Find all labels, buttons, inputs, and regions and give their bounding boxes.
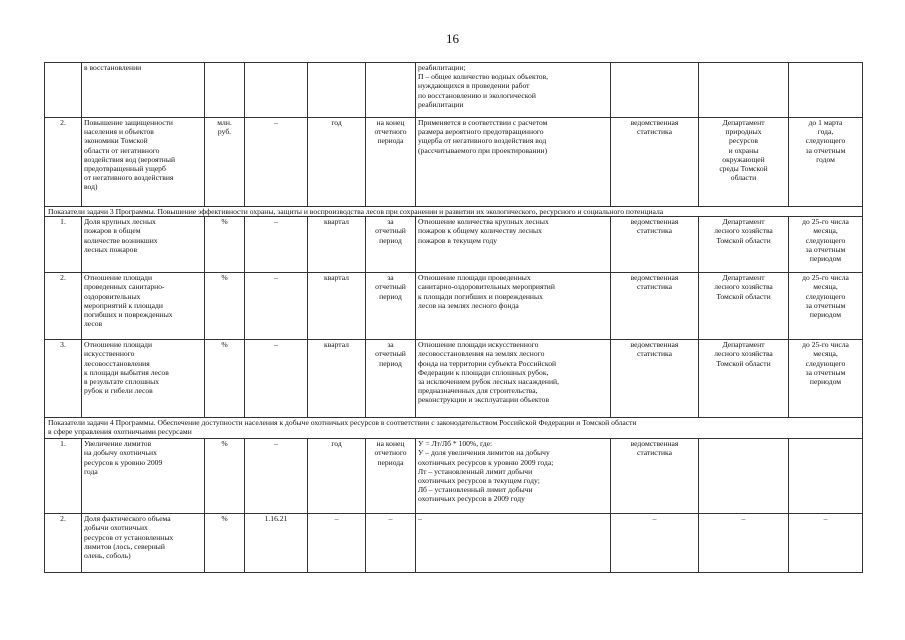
cell-indicator-name: в восстановлении	[82, 63, 205, 118]
cell-indicator-name: Повышение защищенности населения и объектов экономики Томской области от негативного воздействия вод (вероятный предотвращенный ущерб от негативного воздействия вод)	[82, 118, 205, 207]
indicators-table	[44, 62, 863, 573]
cell-responsible: Департамент лесного хозяйства Томской области	[699, 273, 789, 340]
cell-period: за отчетный период	[366, 340, 416, 418]
cell-frequency: год	[308, 439, 366, 514]
cell-source: –	[611, 514, 699, 573]
cell-code: 1.16.21	[245, 514, 308, 573]
cell-unit: млн. руб.	[205, 118, 245, 207]
cell-period: на конец отчетного периода	[366, 439, 416, 514]
cell-responsible: Департамент природных ресурсов и охраны окружающей среды Томской области	[699, 118, 789, 207]
cell-deadline: до 1 марта года, следующего за отчетным годом	[789, 118, 863, 207]
cell-method: –	[416, 514, 611, 573]
cell-row-number	[45, 63, 82, 118]
table-row	[45, 514, 863, 573]
cell-method: Отношение площади искусственного лесовосстановления на землях лесного фонда на территории субъекта Российской Федерации к площади сплошных рубок, за исключением рубок лесных насаждений, предназначенных для строительства, реконструкции и эксплуатации объектов	[416, 340, 611, 418]
cell-row-number: 2.	[45, 514, 82, 573]
section-header: Показатели задачи 3 Программы. Повышение эффективности охраны, защиты и воспроизводства лесов при сохранении и развитии их экологического, ресурсного и социального потенциала	[45, 207, 863, 217]
table-row	[45, 273, 863, 340]
cell-deadline: –	[789, 514, 863, 573]
cell-unit: %	[205, 217, 245, 273]
cell-frequency: год	[308, 118, 366, 207]
cell-row-number: 1.	[45, 217, 82, 273]
cell-source	[611, 63, 699, 118]
table-row	[45, 439, 863, 514]
cell-source: ведомственная статистика	[611, 217, 699, 273]
cell-responsible	[699, 439, 789, 514]
cell-source: ведомственная статистика	[611, 439, 699, 514]
table-row	[45, 217, 863, 273]
table-row	[45, 63, 863, 118]
cell-indicator-name: Доля фактического объема добычи охотничьих ресурсов от установленных лимитов (лось, северный олень, соболь)	[82, 514, 205, 573]
cell-frequency: квартал	[308, 273, 366, 340]
cell-responsible: –	[699, 514, 789, 573]
cell-period: за отчетный период	[366, 217, 416, 273]
cell-deadline: до 25-го числа месяца, следующего за отчетным периодом	[789, 340, 863, 418]
cell-unit: %	[205, 340, 245, 418]
cell-code: –	[245, 273, 308, 340]
cell-period: за отчетный период	[366, 273, 416, 340]
cell-indicator-name: Увеличение лимитов на добычу охотничьих ресурсов к уровню 2009 года	[82, 439, 205, 514]
cell-unit: %	[205, 514, 245, 573]
cell-frequency: квартал	[308, 217, 366, 273]
cell-responsible: Департамент лесного хозяйства Томской области	[699, 340, 789, 418]
cell-code	[245, 63, 308, 118]
cell-period	[366, 63, 416, 118]
section-header-row	[45, 418, 863, 439]
cell-row-number: 2.	[45, 273, 82, 340]
cell-code: –	[245, 340, 308, 418]
cell-code: –	[245, 439, 308, 514]
cell-period: –	[366, 514, 416, 573]
cell-indicator-name: Отношение площади искусственного лесовосстановления к площади выбытия лесов в результате сплошных рубок и гибели лесов	[82, 340, 205, 418]
cell-deadline: до 25-го числа месяца, следующего за отчетным периодом	[789, 217, 863, 273]
page-number: 16	[446, 31, 459, 46]
cell-frequency: –	[308, 514, 366, 573]
cell-indicator-name: Отношение площади проведенных санитарно- оздоровительных мероприятий к площади погибших и поврежденных лесов	[82, 273, 205, 340]
cell-source: ведомственная статистика	[611, 340, 699, 418]
cell-unit: %	[205, 439, 245, 514]
cell-row-number: 2.	[45, 118, 82, 207]
cell-unit	[205, 63, 245, 118]
cell-unit: %	[205, 273, 245, 340]
cell-deadline: до 25-го числа месяца, следующего за отчетным периодом	[789, 273, 863, 340]
cell-deadline	[789, 63, 863, 118]
table-row	[45, 118, 863, 207]
section-header-row	[45, 207, 863, 217]
cell-code: –	[245, 217, 308, 273]
cell-source: ведомственная статистика	[611, 118, 699, 207]
cell-method: Применяется в соответствии с расчетом размера вероятного предотвращенного ущерба от негативного воздействия вод (рассчитываемого при проектировании)	[416, 118, 611, 207]
cell-method: реабилитации; П – общее количество водных объектов, нуждающихся в проведении работ по восстановлению и экологической реабилитации	[416, 63, 611, 118]
cell-frequency	[308, 63, 366, 118]
cell-source: ведомственная статистика	[611, 273, 699, 340]
cell-method: Отношение количества крупных лесных пожаров к общему количеству лесных пожаров в текущем году	[416, 217, 611, 273]
cell-period: на конец отчетного периода	[366, 118, 416, 207]
cell-responsible: Департамент лесного хозяйства Томской области	[699, 217, 789, 273]
cell-method: Отношение площади проведенных санитарно-оздоровительных мероприятий к площади погибших и поврежденных лесов на землях лесного фонда	[416, 273, 611, 340]
cell-row-number: 3.	[45, 340, 82, 418]
section-header: Показатели задачи 4 Программы. Обеспечение доступности населения к добыче охотничьих ресурсов в соответствии с законодательством Российской Федерации и Томской области в сфере управления охотничьими ресурсами	[45, 418, 863, 439]
cell-code: –	[245, 118, 308, 207]
cell-row-number: 1.	[45, 439, 82, 514]
cell-frequency: квартал	[308, 340, 366, 418]
cell-deadline	[789, 439, 863, 514]
cell-method: У = Лт/Лб * 100%, где: У – доля увеличения лимитов на добычу охотничьих ресурсов к уровню 2009 года; Лт – установленный лимит добычи охотничьих ресурсов в текущем году; Лб – установленный лимит добычи охотничьих ресурсов в 2009 году	[416, 439, 611, 514]
table-row	[45, 340, 863, 418]
cell-responsible	[699, 63, 789, 118]
cell-indicator-name: Доля крупных лесных пожаров в общем количестве возникших лесных пожаров	[82, 217, 205, 273]
